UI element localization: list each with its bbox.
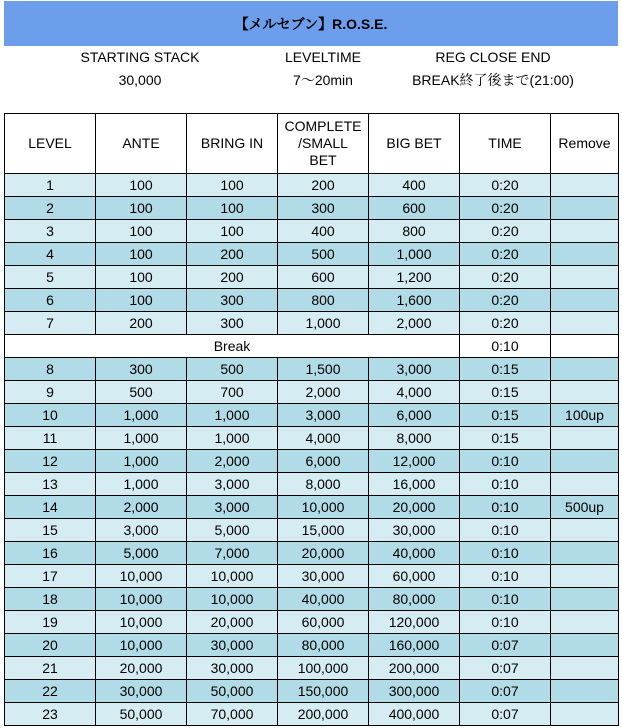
cell-level: 6 <box>5 289 96 312</box>
cell-complete-small-bet: 40,000 <box>278 588 369 611</box>
cell-complete-small-bet: 10,000 <box>278 496 369 519</box>
cell-level: 20 <box>5 634 96 657</box>
cell-time: 0:07 <box>460 680 551 703</box>
cell-complete-small-bet: 300 <box>278 197 369 220</box>
cell-complete-small-bet: 800 <box>278 289 369 312</box>
cell-ante: 200 <box>96 312 187 335</box>
cell-big-bet: 300,000 <box>369 680 460 703</box>
table-row <box>5 542 619 565</box>
cell-complete-small-bet: 3,000 <box>278 404 369 427</box>
cell-time: 0:20 <box>460 266 551 289</box>
cell-big-bet: 80,000 <box>369 588 460 611</box>
cell-level: 7 <box>5 312 96 335</box>
cell-ante: 500 <box>96 381 187 404</box>
cell-ante: 100 <box>96 243 187 266</box>
break-row <box>5 335 619 358</box>
header-ante: ANTE <box>96 114 187 174</box>
cell-time: 0:20 <box>460 289 551 312</box>
starting-stack-value: 30,000 <box>118 72 162 88</box>
table-row <box>5 197 619 220</box>
cell-complete-small-bet: 80,000 <box>278 634 369 657</box>
cell-level: 3 <box>5 220 96 243</box>
reg-close-info <box>398 46 588 92</box>
cell-remove <box>551 289 619 312</box>
table-row <box>5 657 619 680</box>
cell-remove <box>551 312 619 335</box>
cell-complete-small-bet: 60,000 <box>278 611 369 634</box>
leveltime-info <box>263 46 383 92</box>
cell-ante: 10,000 <box>96 634 187 657</box>
cell-bring-in: 300 <box>187 289 278 312</box>
cell-remove <box>551 473 619 496</box>
cell-ante: 30,000 <box>96 680 187 703</box>
table-row <box>5 450 619 473</box>
cell-big-bet: 30,000 <box>369 519 460 542</box>
cell-complete-small-bet: 6,000 <box>278 450 369 473</box>
starting-stack-info <box>60 46 220 92</box>
table-row <box>5 289 619 312</box>
table-row <box>5 473 619 496</box>
cell-bring-in: 300 <box>187 312 278 335</box>
cell-bring-in: 3,000 <box>187 496 278 519</box>
cell-bring-in: 1,000 <box>187 427 278 450</box>
cell-big-bet: 160,000 <box>369 634 460 657</box>
cell-time: 0:07 <box>460 634 551 657</box>
header-bring-in: BRING IN <box>187 114 278 174</box>
cell-remove <box>551 197 619 220</box>
cell-ante: 10,000 <box>96 588 187 611</box>
cell-bring-in: 20,000 <box>187 611 278 634</box>
table-row <box>5 611 619 634</box>
cell-complete-small-bet: 400 <box>278 220 369 243</box>
table-row <box>5 427 619 450</box>
cell-remove <box>551 634 619 657</box>
table-row <box>5 381 619 404</box>
cell-ante: 1,000 <box>96 404 187 427</box>
cell-complete-small-bet: 500 <box>278 243 369 266</box>
cell-ante: 10,000 <box>96 565 187 588</box>
cell-bring-in: 700 <box>187 381 278 404</box>
cell-time: 0:15 <box>460 404 551 427</box>
cell-big-bet: 40,000 <box>369 542 460 565</box>
cell-bring-in: 1,000 <box>187 404 278 427</box>
cell-time: 0:20 <box>460 174 551 197</box>
cell-level: 23 <box>5 703 96 726</box>
cell-big-bet: 4,000 <box>369 381 460 404</box>
title-banner <box>4 1 618 46</box>
cell-level: 5 <box>5 266 96 289</box>
cell-level: 14 <box>5 496 96 519</box>
cell-ante: 20,000 <box>96 657 187 680</box>
cell-ante: 100 <box>96 266 187 289</box>
cell-complete-small-bet: 150,000 <box>278 680 369 703</box>
cell-ante: 2,000 <box>96 496 187 519</box>
cell-remove <box>551 611 619 634</box>
cell-time: 0:20 <box>460 197 551 220</box>
cell-remove: 100up <box>551 404 619 427</box>
cell-remove <box>551 220 619 243</box>
cell-time: 0:10 <box>460 588 551 611</box>
cell-ante: 100 <box>96 197 187 220</box>
cell-bring-in: 500 <box>187 358 278 381</box>
break-label: Break <box>5 335 460 358</box>
cell-ante: 50,000 <box>96 703 187 726</box>
cell-ante: 100 <box>96 174 187 197</box>
cell-time: 0:10 <box>460 611 551 634</box>
cell-time: 0:07 <box>460 657 551 680</box>
cell-level: 22 <box>5 680 96 703</box>
table-row <box>5 312 619 335</box>
header-complete-small-bet: COMPLETE /SMALL BET <box>278 114 369 174</box>
cell-complete-small-bet: 100,000 <box>278 657 369 680</box>
leveltime-value: 7～20min <box>293 72 353 88</box>
cell-complete-small-bet: 200,000 <box>278 703 369 726</box>
cell-complete-small-bet: 20,000 <box>278 542 369 565</box>
cell-remove <box>551 565 619 588</box>
cell-bring-in: 50,000 <box>187 680 278 703</box>
reg-close-label: REG CLOSE END <box>435 49 551 65</box>
cell-time: 0:15 <box>460 381 551 404</box>
cell-ante: 5,000 <box>96 542 187 565</box>
cell-time: 0:10 <box>460 496 551 519</box>
cell-remove: 500up <box>551 496 619 519</box>
cell-big-bet: 1,000 <box>369 243 460 266</box>
cell-remove <box>551 243 619 266</box>
cell-level: 12 <box>5 450 96 473</box>
cell-complete-small-bet: 8,000 <box>278 473 369 496</box>
cell-remove <box>551 680 619 703</box>
header-big-bet: BIG BET <box>369 114 460 174</box>
cell-ante: 3,000 <box>96 519 187 542</box>
reg-close-value: BREAK終了後まで(21:00) <box>412 72 574 88</box>
cell-ante: 1,000 <box>96 473 187 496</box>
table-row <box>5 358 619 381</box>
cell-bring-in: 70,000 <box>187 703 278 726</box>
header-remove: Remove <box>551 114 619 174</box>
cell-big-bet: 400 <box>369 174 460 197</box>
break-remove <box>551 335 619 358</box>
cell-bring-in: 100 <box>187 197 278 220</box>
cell-remove <box>551 519 619 542</box>
cell-ante: 1,000 <box>96 450 187 473</box>
cell-complete-small-bet: 4,000 <box>278 427 369 450</box>
cell-level: 1 <box>5 174 96 197</box>
cell-bring-in: 2,000 <box>187 450 278 473</box>
cell-big-bet: 600 <box>369 197 460 220</box>
tournament-info <box>0 46 622 106</box>
blind-structure-table <box>4 113 619 726</box>
cell-level: 18 <box>5 588 96 611</box>
cell-complete-small-bet: 1,000 <box>278 312 369 335</box>
cell-big-bet: 1,600 <box>369 289 460 312</box>
cell-time: 0:10 <box>460 519 551 542</box>
cell-level: 21 <box>5 657 96 680</box>
cell-big-bet: 2,000 <box>369 312 460 335</box>
cell-time: 0:15 <box>460 358 551 381</box>
cell-time: 0:10 <box>460 542 551 565</box>
cell-level: 11 <box>5 427 96 450</box>
cell-big-bet: 200,000 <box>369 657 460 680</box>
cell-level: 2 <box>5 197 96 220</box>
table-row <box>5 243 619 266</box>
table-row <box>5 266 619 289</box>
cell-time: 0:10 <box>460 565 551 588</box>
table-row <box>5 588 619 611</box>
cell-level: 13 <box>5 473 96 496</box>
cell-big-bet: 3,000 <box>369 358 460 381</box>
table-row <box>5 703 619 726</box>
table-row <box>5 680 619 703</box>
cell-level: 16 <box>5 542 96 565</box>
cell-complete-small-bet: 2,000 <box>278 381 369 404</box>
cell-time: 0:20 <box>460 312 551 335</box>
table-row <box>5 634 619 657</box>
cell-time: 0:20 <box>460 243 551 266</box>
cell-remove <box>551 542 619 565</box>
cell-time: 0:07 <box>460 703 551 726</box>
cell-ante: 100 <box>96 289 187 312</box>
table-row <box>5 220 619 243</box>
cell-level: 8 <box>5 358 96 381</box>
page-title: 【メルセブン】R.O.S.E. <box>234 15 388 32</box>
starting-stack-label: STARTING STACK <box>80 49 200 65</box>
table-row <box>5 174 619 197</box>
cell-ante: 100 <box>96 220 187 243</box>
cell-remove <box>551 174 619 197</box>
cell-time: 0:10 <box>460 450 551 473</box>
cell-remove <box>551 588 619 611</box>
cell-time: 0:10 <box>460 473 551 496</box>
cell-big-bet: 6,000 <box>369 404 460 427</box>
cell-bring-in: 7,000 <box>187 542 278 565</box>
header-level: LEVEL <box>5 114 96 174</box>
cell-ante: 300 <box>96 358 187 381</box>
cell-bring-in: 100 <box>187 174 278 197</box>
cell-time: 0:15 <box>460 427 551 450</box>
cell-complete-small-bet: 600 <box>278 266 369 289</box>
cell-level: 19 <box>5 611 96 634</box>
break-time: 0:10 <box>460 335 551 358</box>
cell-level: 10 <box>5 404 96 427</box>
cell-big-bet: 120,000 <box>369 611 460 634</box>
leveltime-label: LEVELTIME <box>285 49 361 65</box>
cell-bring-in: 100 <box>187 220 278 243</box>
table-header-row <box>5 114 619 174</box>
cell-bring-in: 200 <box>187 243 278 266</box>
cell-big-bet: 20,000 <box>369 496 460 519</box>
cell-big-bet: 1,200 <box>369 266 460 289</box>
cell-remove <box>551 703 619 726</box>
cell-bring-in: 10,000 <box>187 588 278 611</box>
cell-big-bet: 800 <box>369 220 460 243</box>
cell-big-bet: 16,000 <box>369 473 460 496</box>
cell-big-bet: 60,000 <box>369 565 460 588</box>
cell-ante: 1,000 <box>96 427 187 450</box>
table-row <box>5 565 619 588</box>
cell-remove <box>551 381 619 404</box>
cell-complete-small-bet: 1,500 <box>278 358 369 381</box>
cell-remove <box>551 358 619 381</box>
cell-remove <box>551 657 619 680</box>
cell-big-bet: 400,000 <box>369 703 460 726</box>
cell-remove <box>551 266 619 289</box>
cell-time: 0:20 <box>460 220 551 243</box>
cell-big-bet: 12,000 <box>369 450 460 473</box>
table-row <box>5 496 619 519</box>
cell-complete-small-bet: 30,000 <box>278 565 369 588</box>
cell-bring-in: 10,000 <box>187 565 278 588</box>
cell-remove <box>551 427 619 450</box>
cell-complete-small-bet: 15,000 <box>278 519 369 542</box>
cell-remove <box>551 450 619 473</box>
cell-bring-in: 5,000 <box>187 519 278 542</box>
cell-bring-in: 30,000 <box>187 634 278 657</box>
cell-ante: 10,000 <box>96 611 187 634</box>
cell-level: 9 <box>5 381 96 404</box>
header-time: TIME <box>460 114 551 174</box>
cell-bring-in: 30,000 <box>187 657 278 680</box>
cell-big-bet: 8,000 <box>369 427 460 450</box>
table-row <box>5 519 619 542</box>
cell-bring-in: 200 <box>187 266 278 289</box>
table-row <box>5 404 619 427</box>
cell-complete-small-bet: 200 <box>278 174 369 197</box>
cell-bring-in: 3,000 <box>187 473 278 496</box>
cell-level: 15 <box>5 519 96 542</box>
cell-level: 17 <box>5 565 96 588</box>
cell-level: 4 <box>5 243 96 266</box>
table-body <box>5 174 619 726</box>
